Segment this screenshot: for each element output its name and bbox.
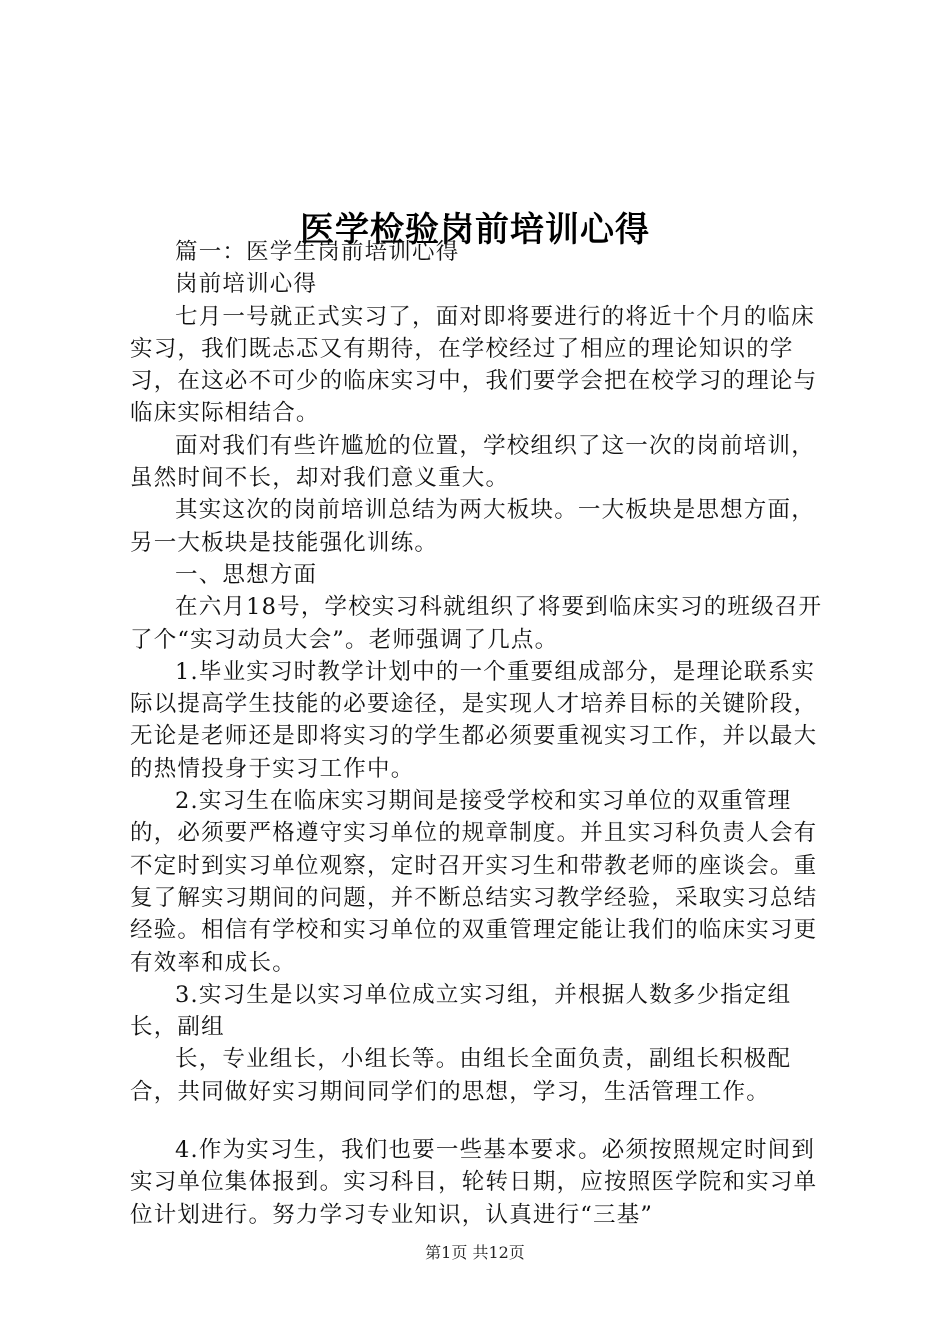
list-item: 2.实习生在临床实习期间是接受学校和实习单位的双重管理的，必须要严格遵守实习单位的规章制度。并且实习科负责人会有不定时到实习单位观察，定时召开实习生和带教老师的座谈会。重复了解实习期间的问题，并不断总结实习教学经验，采取实习总结经验。相信有学校和实习单位的双重管理定能让我们的临床实习更有效率和成长。 (130, 788, 818, 976)
paragraph: 面对我们有些许尴尬的位置，学校组织了这一次的岗前培训，虽然时间不长，却对我们意义重大。 (130, 432, 815, 492)
subheading: 岗前培训心得 (175, 271, 318, 298)
section-heading: 篇一：医学生岗前培训心得 (175, 239, 460, 265)
section-heading: 一、思想方面 (175, 561, 318, 588)
page-number: 第1页 共12页 (425, 1243, 525, 1262)
paragraph: 其实这次的岗前培训总结为两大板块。一大板块是思想方面，另一大板块是技能强化训练。 (130, 497, 815, 556)
list-item: 1.毕业实习时教学计划中的一个重要组成部分，是理论联系实际以提高学生技能的必要途径，是实现人才培养目标的关键阶段，无论是老师还是即将实习的学生都必须要重视实习工作，并以最大的热情投身于实习工作中。 (130, 658, 818, 782)
paragraph: 长，专业组长，小组长等。由组长全面负责，副组长积极配合，共同做好实习期间同学们的思想，学习，生活管理工作。 (130, 1046, 792, 1105)
document-body (130, 236, 835, 1231)
paragraph: 在六月18号，学校实习科就组织了将要到临床实习的班级召开了个“实习动员大会”。老师强调了几点。 (130, 594, 823, 653)
document-title: 医学检验岗前培训心得 (300, 209, 650, 250)
list-item: 4.作为实习生，我们也要一些基本要求。必须按照规定时间到实习单位集体报到。实习科目，轮转日期，应按照医学院和实习单位计划进行。努力学习专业知识，认真进行“三基” (130, 1137, 818, 1228)
paragraph: 七月一号就正式实习了，面对即将要进行的将近十个月的临床实习，我们既忐忑又有期待，在学校经过了相应的理论知识的学习，在这必不可少的临床实习中，我们要学会把在校学习的理论与临床实际相结合。 (130, 303, 818, 427)
list-item: 3.实习生是以实习单位成立实习组，并根据人数多少指定组长，副组 (130, 981, 792, 1041)
